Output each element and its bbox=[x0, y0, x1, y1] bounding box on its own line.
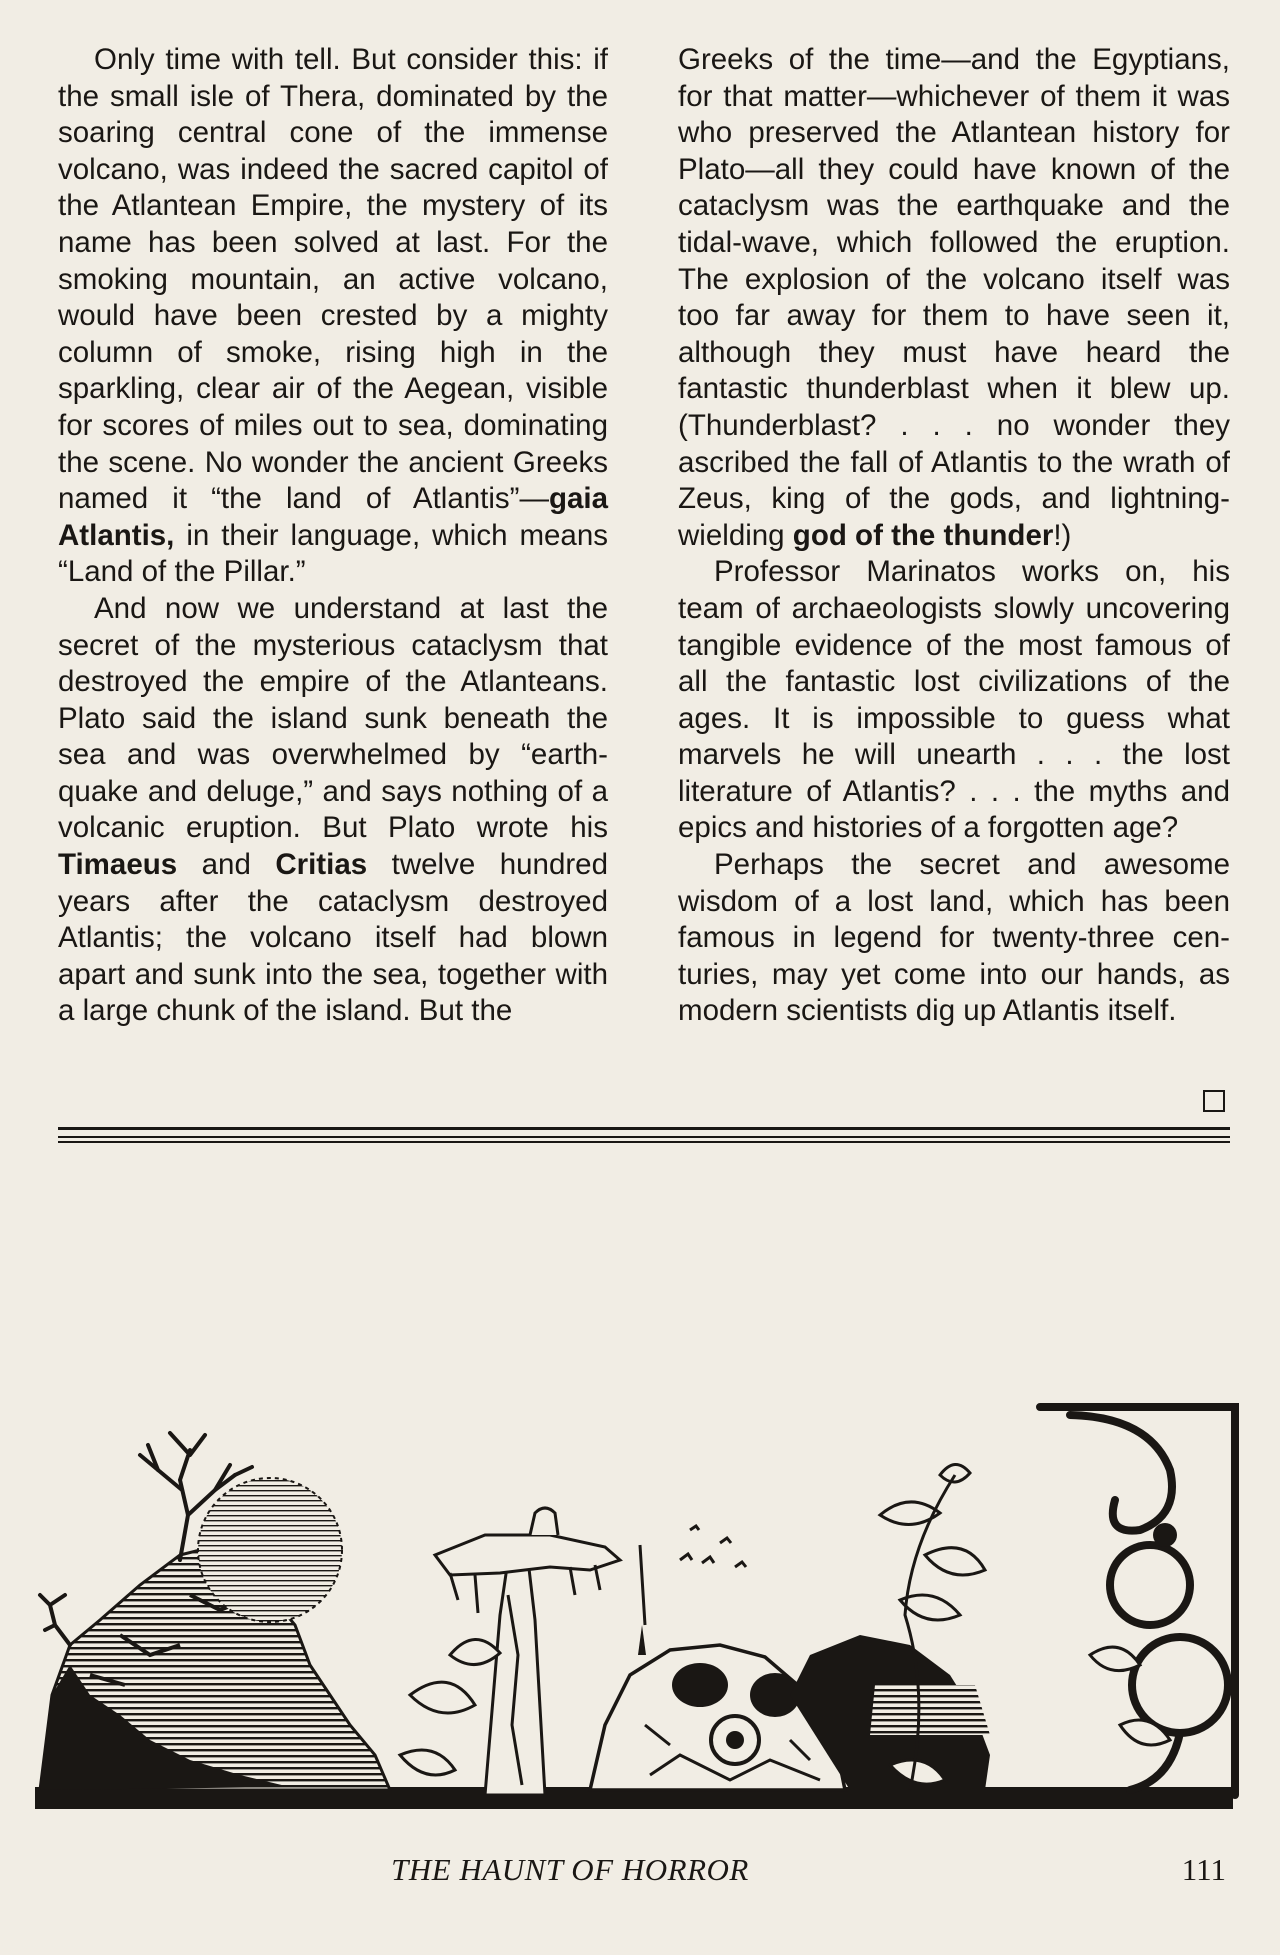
left-paragraph-2 bbox=[58, 591, 608, 1030]
right-paragraph-3: Perhaps the secret and awesome wisdom of a lost land, which has been famous in legend for twenty-three centuries, may yet come into our hands, as modern scientists dig up Atlantis itself. bbox=[678, 848, 1230, 1028]
divider-rule-middle bbox=[58, 1136, 1230, 1138]
text-run: Greeks of the time—and the Egyptians, for that matter—whichever of them it was who preserved the Atlantean history for Plato—all they could have known of the cataclysm was the earthquake and the tidal-wave, which followed the eruption. The explosion of the volcano itself was too far away for them to have seen it, although they must have heard the fantastic thunderblast when it blew up. (Thunderblast? . . . no wonder they ascribed the fall of Atlantis to the wrath of Zeus, king of the gods, and lightning-wielding bbox=[678, 43, 1230, 552]
right-text-column bbox=[678, 42, 1230, 1030]
text-run: and bbox=[177, 848, 276, 882]
page-number: 111 bbox=[1181, 1852, 1226, 1887]
text-run: twelve hundred years after the cataclysm destroyed Atlantis; the volcano itself had blown apart and sunk into the sea, together with a large chunk of the island. But the bbox=[58, 848, 608, 1028]
bold-text-run: Timaeus bbox=[58, 848, 178, 882]
bold-text-run: gaia Atlantis, bbox=[58, 482, 608, 552]
bold-text-run: god of the thunder bbox=[792, 518, 1054, 552]
boulder-hatch bbox=[870, 1685, 990, 1735]
left-paragraph-1 bbox=[58, 42, 608, 591]
iron-knot bbox=[1153, 1523, 1177, 1547]
text-run: !) bbox=[1053, 518, 1072, 552]
running-footer-title bbox=[0, 1852, 1280, 1888]
birds bbox=[680, 1526, 746, 1567]
divider-rule-bottom bbox=[58, 1141, 1230, 1143]
text-run: Only time with tell. But consider this: if the small isle of Thera, dominated by the soaring central cone of the immense volcano, was indeed the sacred capitol of the Atlantean Empire, the mystery of its name has been solved at last. For the smoking mountain, an active volcano, would have been crested by a mighty column of smoke, rising high in the sparkling, clear air of the Aegean, visible for scores of miles out to sea, dominating the scene. No wonder the ancient Greeks named it “the land of Atlantis”— bbox=[58, 43, 608, 516]
right-paragraph-1 bbox=[678, 42, 1230, 554]
right-paragraph-2: Professor Marinatos works on, his team of archaeologists slowly uncovering tangible evidence of the most famous of all the fantastic lost civilizations of the ages. It is impossible to guess what marvels he will unearth . . . the lost literature of Atlantis? . . . the myths and epics and histories of a forgotten age? bbox=[678, 555, 1230, 845]
footer-title-text: THE HAUNT OF HORROR bbox=[391, 1852, 749, 1887]
left-text-column bbox=[58, 42, 608, 1030]
text-run: in their language, which means “Land of the Pillar.” bbox=[58, 518, 608, 589]
divider-rule-top bbox=[58, 1127, 1230, 1130]
text-run: And now we understand at last the secret of the mysterious cataclysm that destroyed the empire of the Atlanteans. Plato said the island sunk beneath the sea and was overwhelmed by “earthquake and deluge,” and says nothing of a volcanic eruption. But Plato wrote his bbox=[58, 591, 608, 845]
bold-text-run: Critias bbox=[275, 848, 368, 882]
ruins-illustration bbox=[30, 1395, 1242, 1825]
moon bbox=[198, 1478, 342, 1622]
end-of-article-box bbox=[1203, 1090, 1225, 1112]
